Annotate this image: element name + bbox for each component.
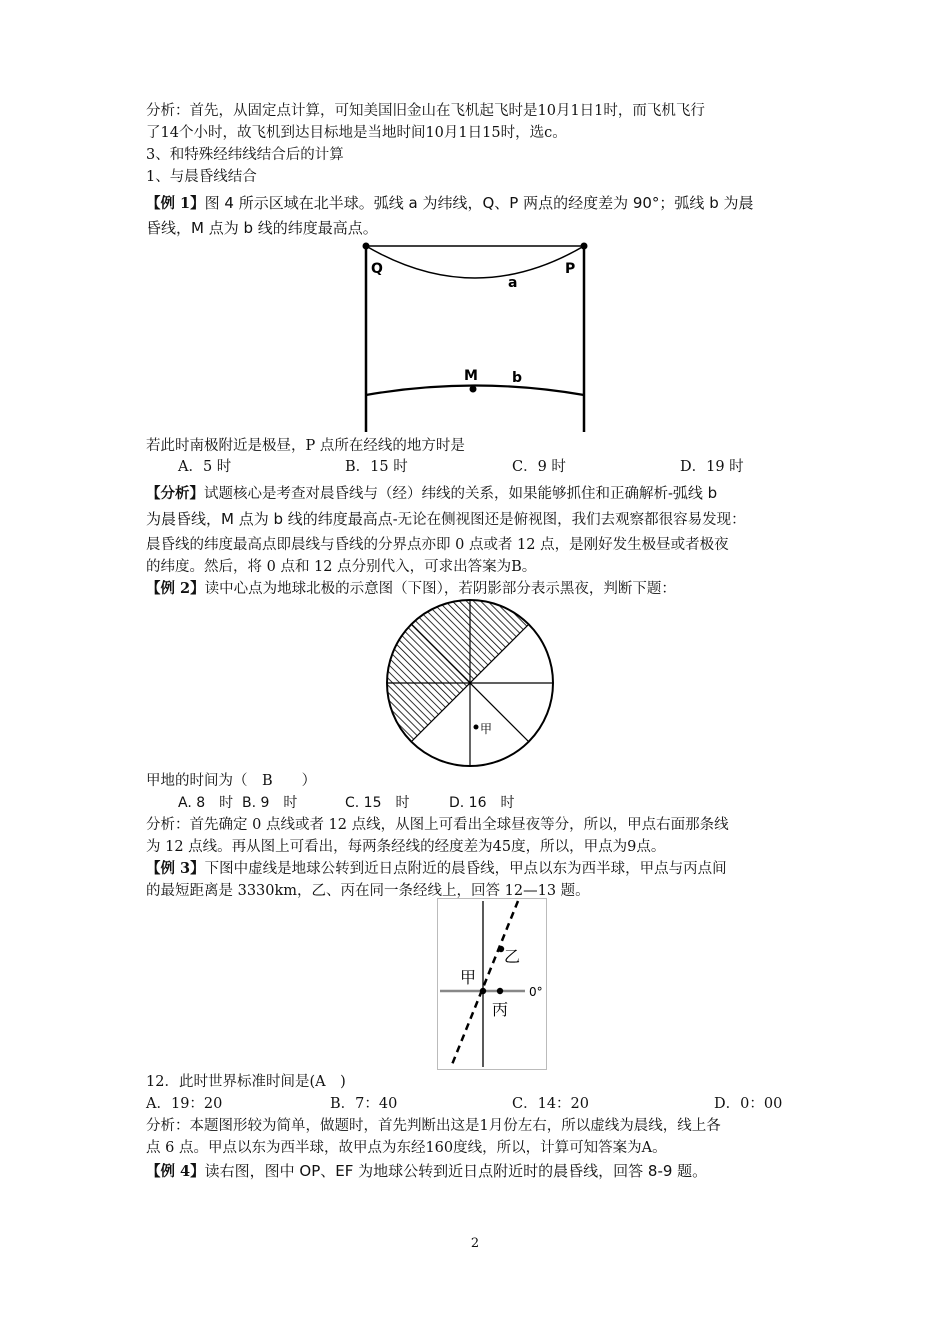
- option-a: A．19：20: [146, 1096, 223, 1112]
- option-c: C．14：20: [512, 1096, 589, 1112]
- analysis-1-text: -无论在侧视图还是俯视图，我们去观察都很容易发现：: [392, 512, 746, 528]
- analysis-1-text-sans: 弧线 b: [672, 484, 718, 502]
- figure-2-polar-diagram: [384, 597, 556, 769]
- option-d: D．19 时: [680, 459, 744, 475]
- label-zero-degree: 0°: [529, 985, 543, 999]
- point-bing: [497, 988, 503, 994]
- option-a: A．5 时: [178, 459, 232, 475]
- option-b: B. 9 时: [242, 795, 298, 811]
- example-1-line: 昏线，M 点为 b 线的纬度最高点。: [146, 219, 378, 237]
- night-shading-wsw: [387, 683, 470, 742]
- analysis-2-line: 分析：首先确定 0 点线或者 12 点线，从图上可看出全球昼夜等分，所以，甲点右面那条线: [146, 817, 729, 833]
- figure-frame: [438, 899, 547, 1070]
- analysis-1-text: 试题核心是考查对晨昏线与（经）纬线的关系，如果能够抓住和正确解析-: [204, 486, 673, 502]
- point-q: [363, 243, 370, 250]
- analysis-2-line: 为 12 点线。再从图上可看出，每两条经线的经度差为45度，所以，甲点为9点。: [146, 839, 666, 855]
- point-p: [581, 243, 588, 250]
- analysis-1-tag: 【分析】: [146, 485, 204, 502]
- label-m: M: [464, 368, 478, 384]
- option-a: A. 8 时: [178, 795, 234, 811]
- question-3: 12．此时世界标准时间是(A ): [146, 1074, 346, 1090]
- option-b: B．15 时: [345, 459, 408, 475]
- point-jia: [474, 725, 479, 730]
- analysis-1-line: 晨昏线的纬度最高点即晨线与昏线的分界点亦即 0 点或者 12 点，是刚好发生极昼或者极夜: [146, 537, 729, 553]
- label-q: Q: [371, 261, 383, 277]
- label-p: P: [565, 261, 576, 277]
- point-m: [470, 386, 477, 393]
- point-jia: [480, 988, 486, 994]
- figure-3-terminator-diagram: [437, 898, 547, 1070]
- example-3-text: 下图中虚线是地球公转到近日点附近的晨昏线，甲点以东为西半球，甲点与丙点间: [204, 861, 727, 877]
- example-2-line: [146, 579, 676, 599]
- example-3-tag: 【例 3】: [146, 860, 205, 877]
- option-d: D．0：00: [714, 1096, 783, 1112]
- label-jia: 甲: [480, 722, 493, 736]
- example-2-tag: 【例 2】: [146, 580, 205, 597]
- example-1-tag: 【例 1】: [146, 195, 205, 212]
- label-b: b: [512, 370, 523, 386]
- option-c: C. 15 时: [345, 795, 410, 811]
- analysis-3-line: 分析：本题图形较为简单，做题时，首先判断出这是1月份左右，所以虚线为晨线，线上各: [146, 1118, 721, 1134]
- section-heading: 3、和特殊经纬线结合后的计算: [146, 147, 344, 163]
- example-4-line: [146, 1161, 707, 1182]
- analysis-1-text-sans: 为晨昏线，M 点为 b 线的纬度最高点: [146, 510, 393, 528]
- option-d: D. 16 时: [449, 795, 515, 811]
- analysis-1-line: [146, 509, 746, 530]
- example-2-text: 读中心点为地球北极的示意图（下图），若阴影部分表示黑夜，判断下题：: [204, 581, 676, 597]
- label-yi: 乙: [504, 947, 521, 966]
- example-4-tag: 【例 4】: [146, 1163, 205, 1180]
- example-4-text: 读右图，图中 OP、EF 为地球公转到近日点附近时的晨昏线，回答 8-9 题。: [204, 1162, 708, 1180]
- label-bing: 丙: [492, 1000, 509, 1019]
- analysis-line: 了14个小时，故飞机到达目标地是当地时间10月1日15时，选c。: [146, 125, 567, 141]
- example-1-text: 图 4 所示区域在北半球。弧线 a 为纬线，Q、P 两点的经度差为 90°；弧线 b 为晨: [204, 194, 754, 212]
- question-2: 甲地的时间为（ B ）: [146, 773, 317, 789]
- subsection-heading: 1、与晨昏线结合: [146, 169, 257, 185]
- example-3-line: [146, 859, 727, 879]
- analysis-3-line: 点 6 点。甲点以东为西半球，故甲点为东经160度线，所以，计算可知答案为A。: [146, 1140, 667, 1156]
- page-number: 2: [470, 1236, 480, 1251]
- example-3-line: 的最短距离是 3330km，乙、丙在同一条经线上，回答 12—13 题。: [146, 883, 590, 899]
- example-1-line: [146, 193, 753, 214]
- analysis-1-line: [146, 483, 717, 504]
- question-1: 若此时南极附近是极昼，P 点所在经线的地方时是: [146, 438, 465, 454]
- option-c: C．9 时: [512, 459, 566, 475]
- analysis-1-line: 的纬度。然后，将 0 点和 12 点分别代入，可求出答案为B。: [146, 559, 537, 575]
- label-jia: 甲: [460, 968, 477, 987]
- analysis-line: 分析：首先，从固定点计算，可知美国旧金山在飞机起飞时是10月1日1时，而飞机飞行: [146, 103, 705, 119]
- night-shading-nne: [470, 600, 529, 683]
- label-a: a: [508, 275, 518, 291]
- option-b: B．7：40: [330, 1096, 398, 1112]
- figure-1-diagram: [360, 240, 590, 436]
